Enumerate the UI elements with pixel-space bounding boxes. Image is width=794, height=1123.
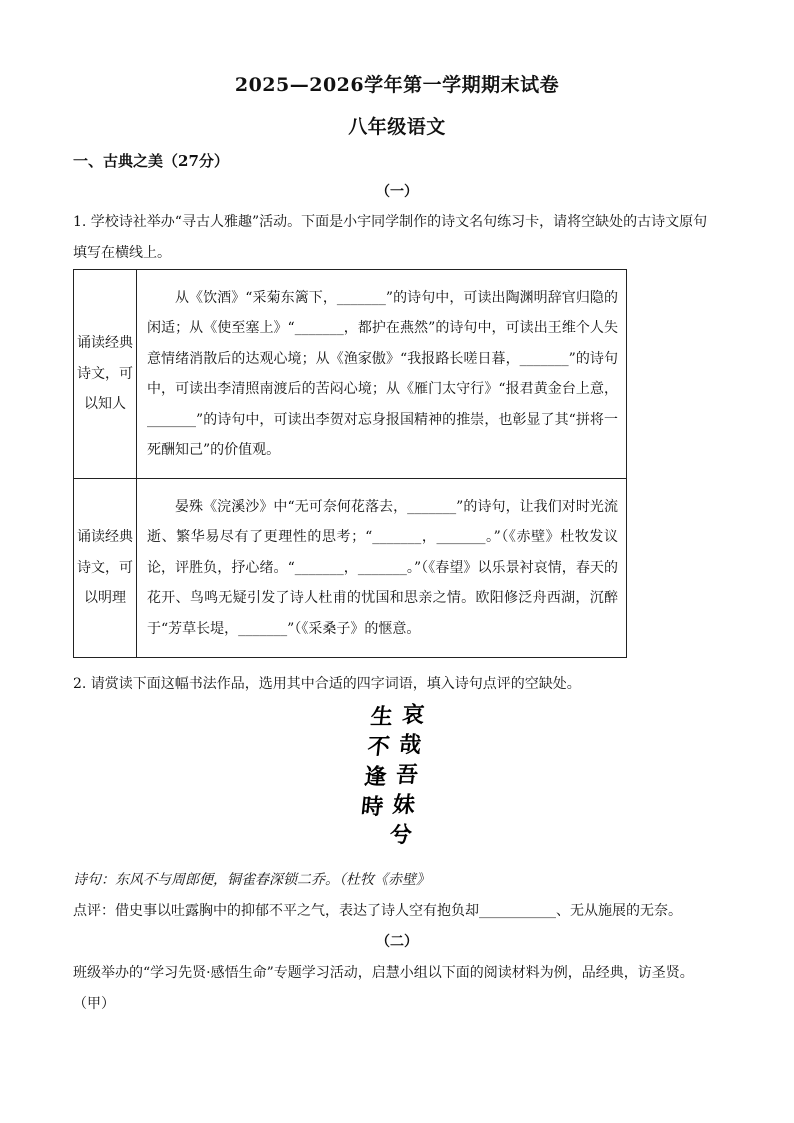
card-row-label: 诵读经典诗文，可以知人: [74, 270, 137, 479]
calligraphy-character: 吾: [394, 762, 420, 788]
card-row-text: 晏殊《浣溪沙》中“无可奈何花落去，_______”的诗句，让我们对时光流逝、繁华易尽有了更理性的思考；“_______，_______。”（《赤壁》杜牧发议论，评胜负，抒心绪。“_______，_______。”（《春望》以乐景衬哀情，春天的花开、鸟鸣无疑引发了诗人杜甫的忧国和思亲之情。欧阳修泛舟西湖，沉醉于“芳草长堤，_______”（《采桑子》的惬意。: [147, 498, 618, 637]
activity-line: 班级举办的“学习先贤·感悟生命”专题学习活动，启慧小组以下面的阅读材料为例，品经典，访圣贤。: [73, 965, 694, 981]
calligraphy-character: 時: [359, 794, 385, 820]
question-2-line: 2. 请赏读下面这幅书法作品，选用其中合适的四字词语，填入诗句点评的空缺处。: [73, 676, 581, 692]
card-row-content: [137, 479, 627, 658]
calligraphy-character: 妹: [391, 792, 417, 818]
card-row-content: [137, 270, 627, 479]
part-label-1: （一）: [376, 184, 418, 200]
exam-title: 2025—2026学年第一学期期末试卷: [234, 74, 560, 96]
question-1-line-1: 1. 学校诗社举办“寻古人雅趣”活动。下面是小宇同学制作的诗文名句练习卡，请将空缺处的古诗文原句: [73, 214, 708, 230]
calligraphy-character: 生: [369, 704, 395, 730]
calligraphy-artwork: [360, 700, 450, 852]
calligraphy-character: 兮: [388, 822, 414, 848]
card-row: [74, 270, 627, 479]
calligraphy-character: 哀: [400, 702, 426, 728]
question-1-line-2: 填写在横线上。: [73, 245, 171, 261]
calligraphy-character: 逢: [363, 764, 388, 790]
calligraphy-character: 哉: [397, 732, 423, 758]
card-row: [74, 479, 627, 658]
section-heading: 一、古典之美（27分）: [73, 152, 229, 170]
calligraphy-character: 不: [366, 734, 391, 760]
part-label-2: （二）: [376, 934, 418, 950]
jia-label: （甲）: [73, 996, 115, 1012]
practice-card-table: [73, 269, 627, 658]
poem-line: 诗句：东风不与周郎便，铜雀春深锁二乔。（杜牧《赤壁》: [73, 872, 430, 888]
exam-subtitle: 八年级语文: [348, 116, 446, 138]
comment-line: 点评：借史事以吐露胸中的抑郁不平之气，表达了诗人空有抱负却___________、无从施展的无奈。: [73, 903, 682, 919]
card-row-label: 诵读经典诗文，可以明理: [74, 479, 137, 658]
card-row-text: 从《饮酒》“采菊东篱下，_______”的诗句中，可读出陶渊明辞官归隐的闲适；从《使至塞上》“_______，都护在燕然”的诗句中，可读出王维个人失意情绪消散后的达观心境；从《渔家傲》“我报路长嗟日暮，_______”的诗句中，可读出李清照南渡后的苦闷心境；从《雁门太守行》“报君黄金台上意，_______”的诗句中，可读出李贺对忘身报国精神的推崇，也彰显了其“拼将一死酬知己”的价值观。: [147, 289, 618, 458]
